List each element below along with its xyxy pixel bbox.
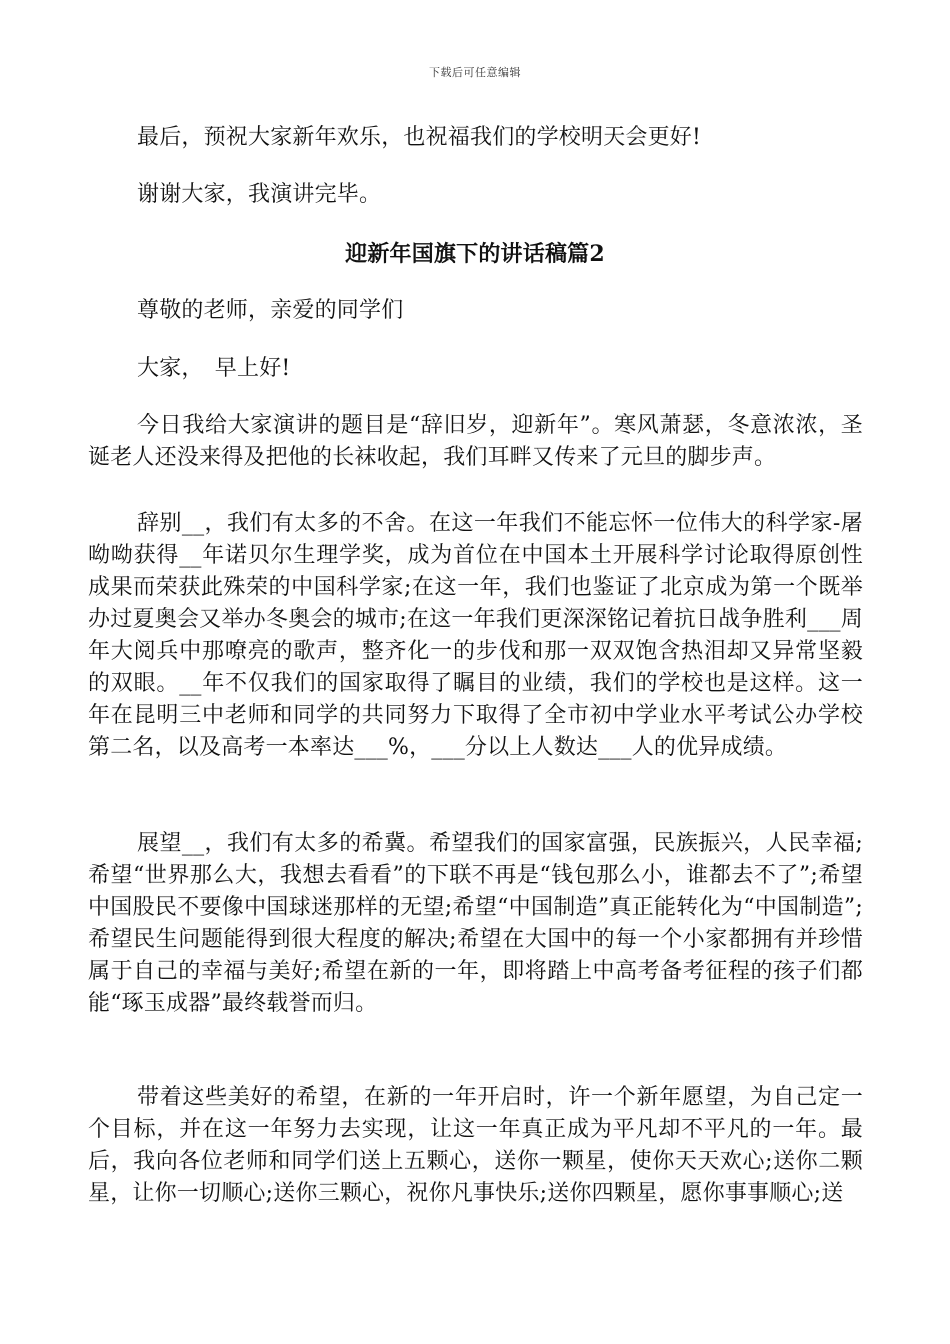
paragraph-topic: 今日我给大家演讲的题目是“辞旧岁，迎新年”。寒风萧瑟，冬意浓浓，圣诞老人还没来得及把他的长袜收起，我们耳畔又传来了元旦的脚步声。: [88, 413, 863, 470]
section-title: 迎新年国旗下的讲话稿篇2: [345, 241, 605, 267]
paragraph-wishes: 带着这些美好的希望，在新的一年开启时，许一个新年愿望，为自己定一个目标，并在这一年努力去实现，让这一年真正成为平凡却不平凡的一年。最后，我向各位老师和同学们送上五颗心，送你一颗星，使你天天欢心;送你二颗星，让你一切顺心;送你三颗心，祝你凡事快乐;送你四颗星，愿你事事顺心;送: [88, 1085, 863, 1206]
header-note: 下载后可任意编辑: [429, 66, 521, 79]
closing-wish-line: 最后，预祝大家新年欢乐，也祝福我们的学校明天会更好!: [137, 125, 702, 150]
greeting-line: 大家， 早上好!: [137, 356, 291, 381]
paragraph-outlook: 展望__，我们有太多的希冀。希望我们的国家富强，民族振兴，人民幸福;希望“世界那么大，我想去看看”的下联不再是“钱包那么小，谁都去不了”;希望中国股民不要像中国球迷那样的无望;希望“中国制造”真正能转化为“中国制造”;希望民生问题能得到很大程度的解决;希望在大国中的每一个小家都拥有并珍惜属于自己的幸福与美好;希望在新的一年，即将踏上中高考备考征程的孩子们都能“琢玉成器”最终载誉而归。: [88, 831, 863, 1016]
paragraph-farewell: 辞别__，我们有太多的不舍。在这一年我们不能忘怀一位伟大的科学家-屠呦呦获得__年诺贝尔生理学奖，成为首位在中国本土开展科学讨论取得原创性成果而荣获此殊荣的中国科学家;在这一年，我们也鉴证了北京成为第一个既举办过夏奥会又举办冬奥会的城市;在这一年我们更深深铭记着抗日战争胜利___周年大阅兵中那嘹亮的歌声，整齐化一的步伐和那一双双饱含热泪却又异常坚毅的双眼。__年不仅我们的国家取得了瞩目的业绩，我们的学校也是这样。这一年在昆明三中老师和同学的共同努力下取得了全市初中学业水平考试公办学校第二名，以及高考一本率达___%，___分以上人数达___人的优异成绩。: [88, 511, 863, 760]
thanks-line: 谢谢大家，我演讲完毕。: [137, 182, 382, 207]
salutation-line: 尊敬的老师，亲爱的同学们: [137, 298, 404, 323]
